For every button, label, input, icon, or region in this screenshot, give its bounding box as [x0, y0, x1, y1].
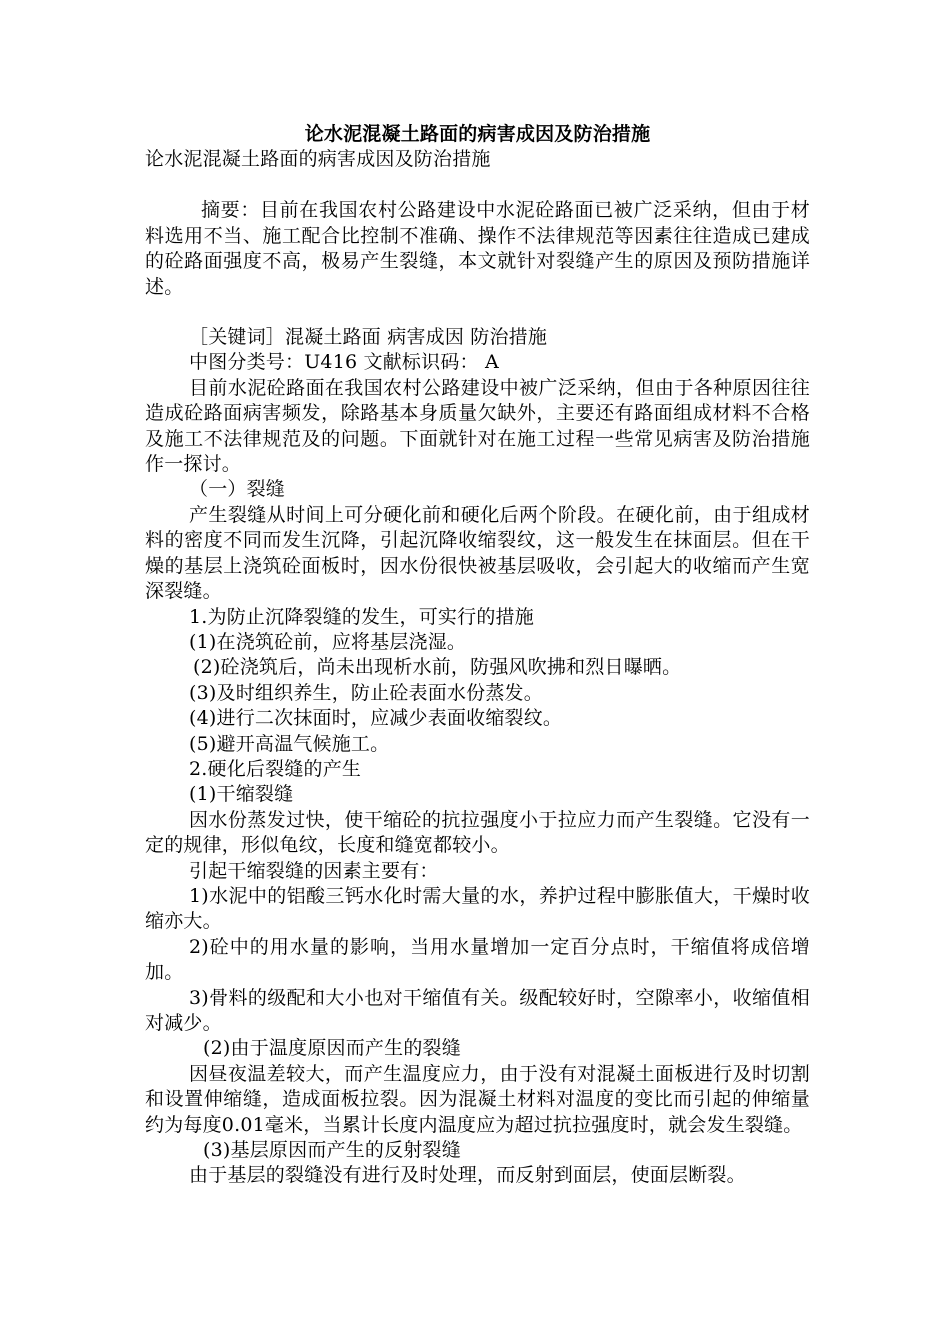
- subsection-heading-prevention: 1.为防止沉降裂缝的发生，可实行的措施: [189, 605, 534, 628]
- document-body: [145, 122, 810, 1189]
- temperature-heading: (2)由于温度原因而产生的裂缝: [203, 1037, 461, 1060]
- shrink-factors-heading: 引起干缩裂缝的因素主要有：: [189, 859, 439, 882]
- spacer: [145, 172, 810, 198]
- prevention-item: (4)进行二次抹面时，应减少表面收缩裂纹。: [189, 707, 563, 730]
- document-subtitle: 论水泥混凝土路面的病害成因及防治措施: [145, 148, 491, 170]
- abstract-paragraph: 摘要：目前在我国农村公路建设中水泥砼路面已被广泛采纳，但由于材料选用不当、施工配合比控制不准确、操作不法律规范等因素往往造成已建成的砼路面强度不高，极易产生裂缝，本文就针对裂缝产生的原因及预防措施详述。: [145, 199, 810, 298]
- shrink-factor-item: 3)骨料的级配和大小也对干缩值有关。级配较好时，空隙率小，收缩值相对减少。: [145, 986, 810, 1034]
- prevention-item: (2)砼浇筑后，尚未出现析水前，防强风吹拂和烈日曝晒。: [193, 656, 682, 679]
- shrink-factor-item: 1)水泥中的铝酸三钙水化时需大量的水，养护过程中膨胀值大，干燥时收缩亦大。: [145, 884, 810, 933]
- prevention-item: (1)在浇筑砼前，应将基层浇湿。: [189, 630, 467, 653]
- prevention-item: (5)避开高温气候施工。: [189, 732, 390, 755]
- shrink-heading: (1)干缩裂缝: [189, 783, 294, 806]
- shrink-paragraph: 因水份蒸发过快，使干缩砼的抗拉强度小于拉应力而产生裂缝。它没有一定的规律，形似龟纹，长度和缝宽都较小。: [145, 808, 810, 857]
- intro-paragraph: 目前水泥砼路面在我国农村公路建设中被广泛采纳，但由于各种原因往往造成砼路面病害频发，除路基本身质量欠缺外，主要还有路面组成材料不合格及施工不法律规范及的问题。下面就针对在施工过程一些常见病害及防治措施作一探讨。: [145, 376, 810, 476]
- spacer: [145, 300, 810, 325]
- prevention-item: (3)及时组织养生，防止砼表面水份蒸发。: [189, 681, 543, 704]
- section-heading-cracks: （一）裂缝: [189, 478, 286, 501]
- base-crack-paragraph: 由于基层的裂缝没有进行及时处理，而反射到面层，使面层断裂。: [189, 1164, 746, 1187]
- document-title: 论水泥混凝土路面的病害成因及防治措施: [304, 123, 651, 145]
- shrink-factor-item: 2)砼中的用水量的影响，当用水量增加一定百分点时，干缩值将成倍增加。: [145, 935, 810, 984]
- subsection-heading-hardened: 2.硬化后裂缝的产生: [189, 757, 362, 780]
- keywords-line: ［关键词］混凝土路面 病害成因 防治措施: [189, 326, 548, 349]
- base-crack-heading: (3)基层原因而产生的反射裂缝: [203, 1139, 461, 1162]
- classification-line: 中图分类号：U416 文献标识码： A: [189, 351, 499, 374]
- temperature-paragraph: 因昼夜温差较大，而产生温度应力，由于没有对混凝土面板进行及时切割和设置伸缩缝，造成面板拉裂。因为混凝土材料对温度的变比而引起的伸缩量约为每度0.01毫米，当累计长度内温度应为超过抗拉强度时，就会发生裂缝。: [145, 1062, 810, 1136]
- section-cracks-intro: 产生裂缝从时间上可分硬化前和硬化后两个阶段。在硬化前，由于组成材料的密度不同而发生沉降，引起沉降收缩裂纹，这一般发生在抹面层。但在干燥的基层上浇筑砼面板时，因水份很快被基层吸收，会引起大的收缩而产生宽深裂缝。: [145, 503, 810, 603]
